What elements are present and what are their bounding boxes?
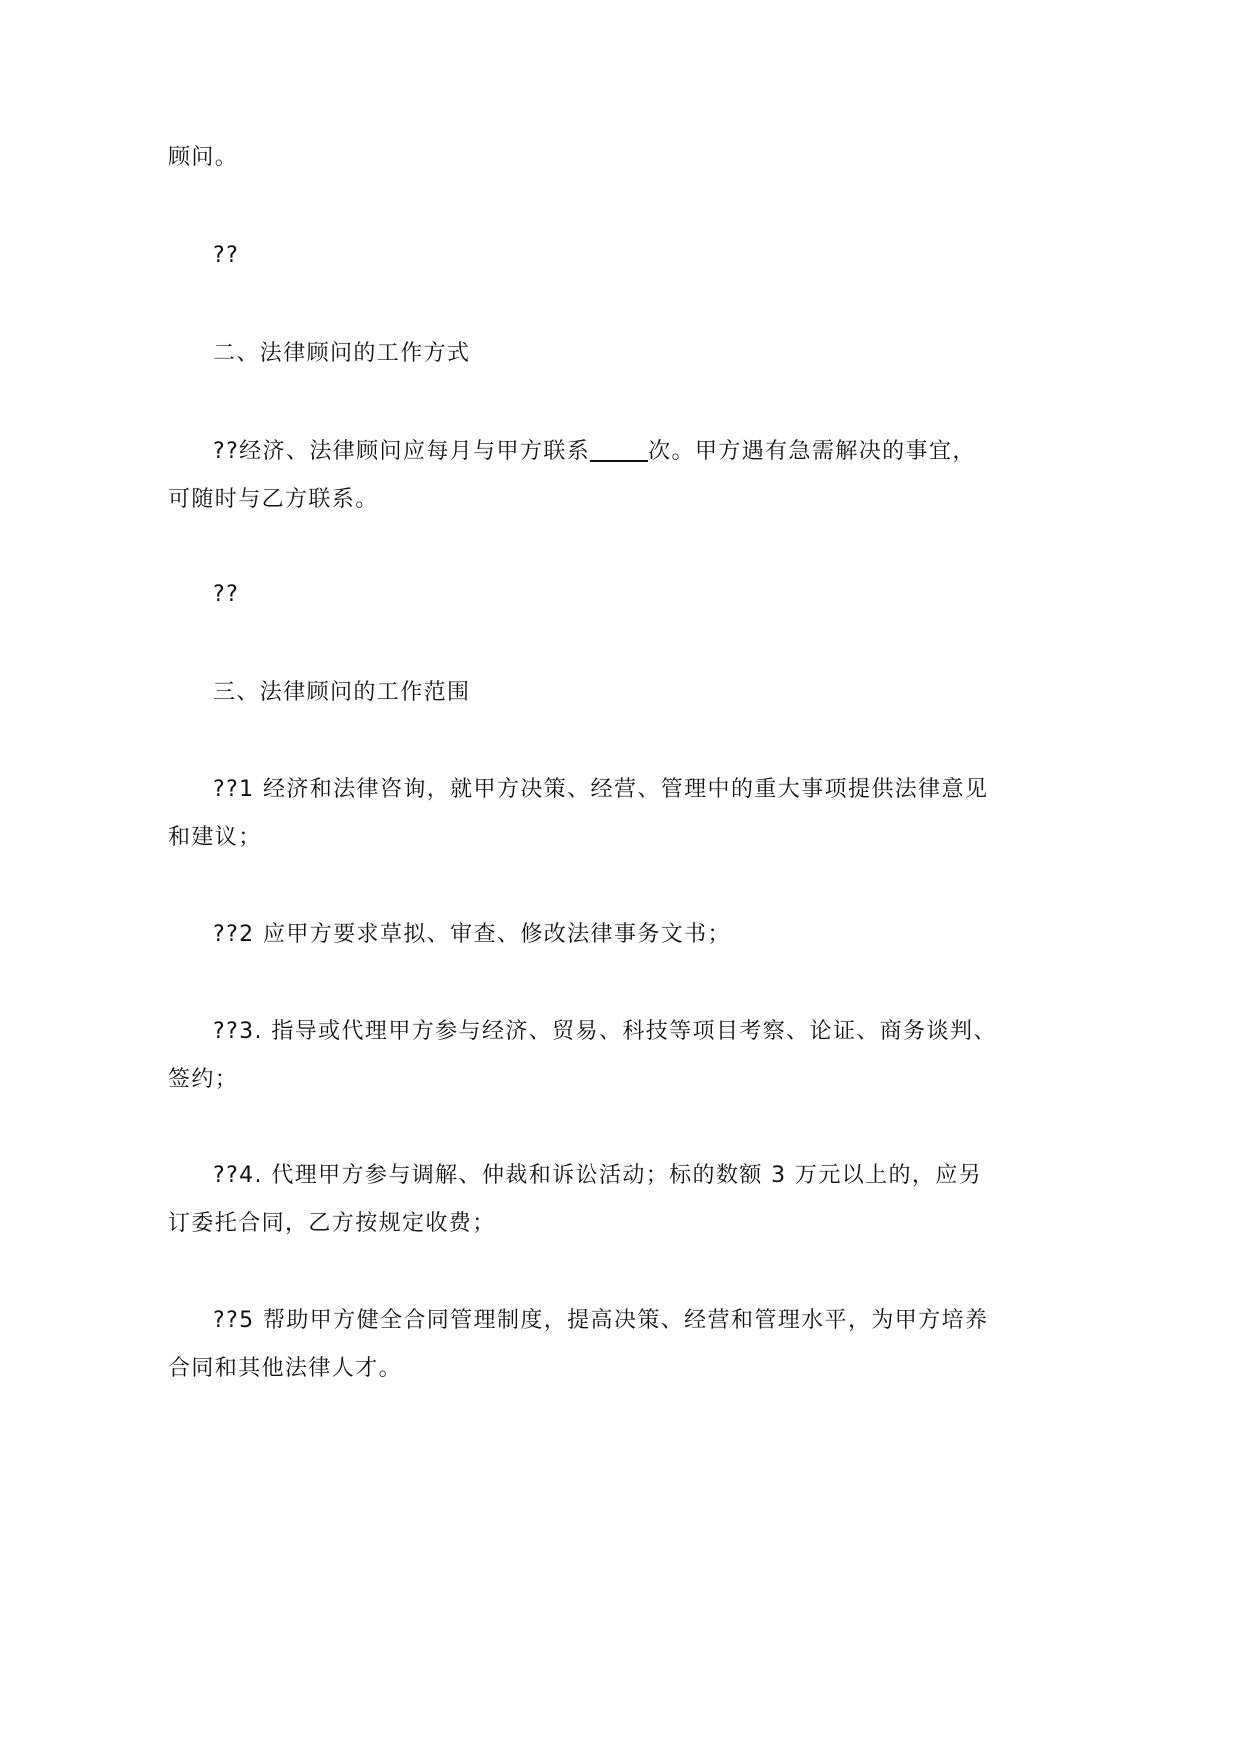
scope-item-4-line-2: 订委托合同，乙方按规定收费；	[168, 1211, 496, 1236]
scope-item-2: ??2 应甲方要求草拟、审查、修改法律事务文书；	[213, 922, 731, 947]
paragraph-continuation-line: 顾问。	[168, 145, 239, 170]
work-method-line-1	[213, 437, 976, 467]
scope-item-4-line-1: ??4. 代理甲方参与调解、仲裁和诉讼活动；标的数额 3 万元以上的，应另	[213, 1163, 983, 1188]
placeholder-marker: ??	[213, 582, 240, 607]
work-method-text-before-blank: ??经济、法律顾问应每月与甲方联系	[213, 439, 591, 464]
placeholder-marker: ??	[213, 243, 240, 268]
work-method-text-after-blank: 次。甲方遇有急需解决的事宜，	[648, 439, 976, 464]
scope-item-3-line-1: ??3. 指导或代理甲方参与经济、贸易、科技等项目考察、论证、商务谈判、	[213, 1019, 997, 1044]
scope-item-5-line-1: ??5 帮助甲方健全合同管理制度，提高决策、经营和管理水平，为甲方培养	[213, 1308, 989, 1333]
work-method-line-2: 可随时与乙方联系。	[168, 487, 379, 512]
scope-item-1-line-2: 和建议；	[168, 825, 262, 850]
scope-item-5-line-2: 合同和其他法律人才。	[168, 1356, 403, 1381]
scope-item-1-line-1: ??1 经济和法律咨询，就甲方决策、经营、管理中的重大事项提供法律意见	[213, 777, 989, 802]
section-heading-work-scope: 三、法律顾问的工作范围	[213, 680, 471, 705]
contact-frequency-blank	[590, 438, 648, 462]
section-heading-work-method: 二、法律顾问的工作方式	[213, 341, 471, 366]
scope-item-3-line-2: 签约；	[168, 1067, 239, 1092]
